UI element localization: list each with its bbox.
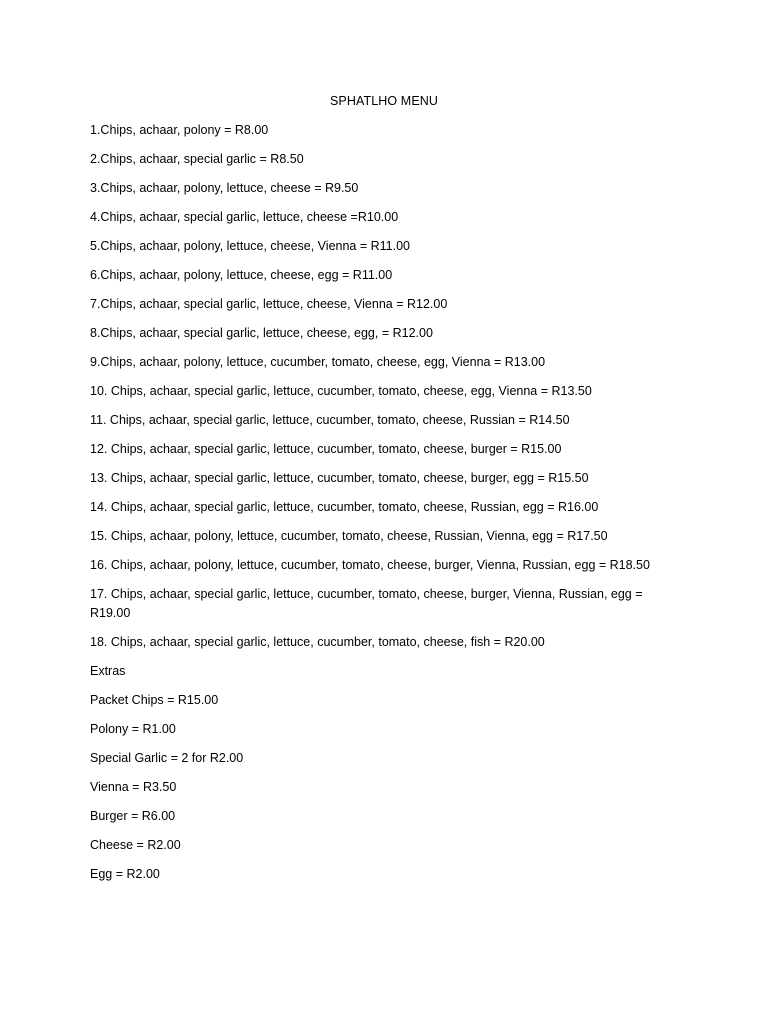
menu-item-4: 4.Chips, achaar, special garlic, lettuce, cheese =R10.00 [90, 210, 399, 224]
menu-item-13: 13. Chips, achaar, special garlic, lettuce, cucumber, tomato, cheese, burger, egg = R15.50 [90, 471, 589, 485]
menu-item-14: 14. Chips, achaar, special garlic, lettuce, cucumber, tomato, cheese, Russian, egg = R16.00 [90, 500, 599, 514]
menu-item-11: 11. Chips, achaar, special garlic, lettuce, cucumber, tomato, cheese, Russian = R14.50 [90, 413, 570, 427]
menu-item-15: 15. Chips, achaar, polony, lettuce, cucumber, tomato, cheese, Russian, Vienna, egg = R17.50 [90, 529, 608, 543]
menu-item-5: 5.Chips, achaar, polony, lettuce, cheese, Vienna = R11.00 [90, 239, 411, 253]
extra-item-vienna: Vienna = R3.50 [90, 780, 177, 794]
menu-item-2: 2.Chips, achaar, special garlic = R8.50 [90, 152, 304, 166]
menu-item-8: 8.Chips, achaar, special garlic, lettuce, cheese, egg, = R12.00 [90, 326, 433, 340]
menu-item-1: 1.Chips, achaar, polony = R8.00 [90, 123, 269, 137]
menu-item-9: 9.Chips, achaar, polony, lettuce, cucumber, tomato, cheese, egg, Vienna = R13.00 [90, 355, 546, 369]
extra-item-packet-chips: Packet Chips = R15.00 [90, 693, 219, 707]
extra-item-special-garlic: Special Garlic = 2 for R2.00 [90, 751, 244, 765]
menu-list [90, 121, 660, 894]
extra-item-polony: Polony = R1.00 [90, 722, 176, 736]
extra-item-burger: Burger = R6.00 [90, 809, 176, 823]
menu-item-7: 7.Chips, achaar, special garlic, lettuce, cheese, Vienna = R12.00 [90, 297, 448, 311]
menu-title: SPHATLHO MENU [329, 94, 439, 108]
menu-item-16: 16. Chips, achaar, polony, lettuce, cucumber, tomato, cheese, burger, Vienna, Russian, egg = R18.50 [90, 558, 650, 572]
menu-item-17: 17. Chips, achaar, special garlic, lettuce, cucumber, tomato, cheese, burger, Vienna, Russian, egg = R19.00 [90, 587, 643, 620]
extras-heading: Extras [90, 664, 126, 678]
menu-item-12: 12. Chips, achaar, special garlic, lettuce, cucumber, tomato, cheese, burger = R15.00 [90, 442, 562, 456]
menu-item-18: 18. Chips, achaar, special garlic, lettuce, cucumber, tomato, cheese, fish = R20.00 [90, 635, 545, 649]
extra-item-cheese: Cheese = R2.00 [90, 838, 181, 852]
extra-item-egg: Egg = R2.00 [90, 867, 160, 881]
menu-item-10: 10. Chips, achaar, special garlic, lettuce, cucumber, tomato, cheese, egg, Vienna = R13.50 [90, 384, 592, 398]
menu-item-6: 6.Chips, achaar, polony, lettuce, cheese, egg = R11.00 [90, 268, 393, 282]
menu-item-3: 3.Chips, achaar, polony, lettuce, cheese = R9.50 [90, 181, 359, 195]
